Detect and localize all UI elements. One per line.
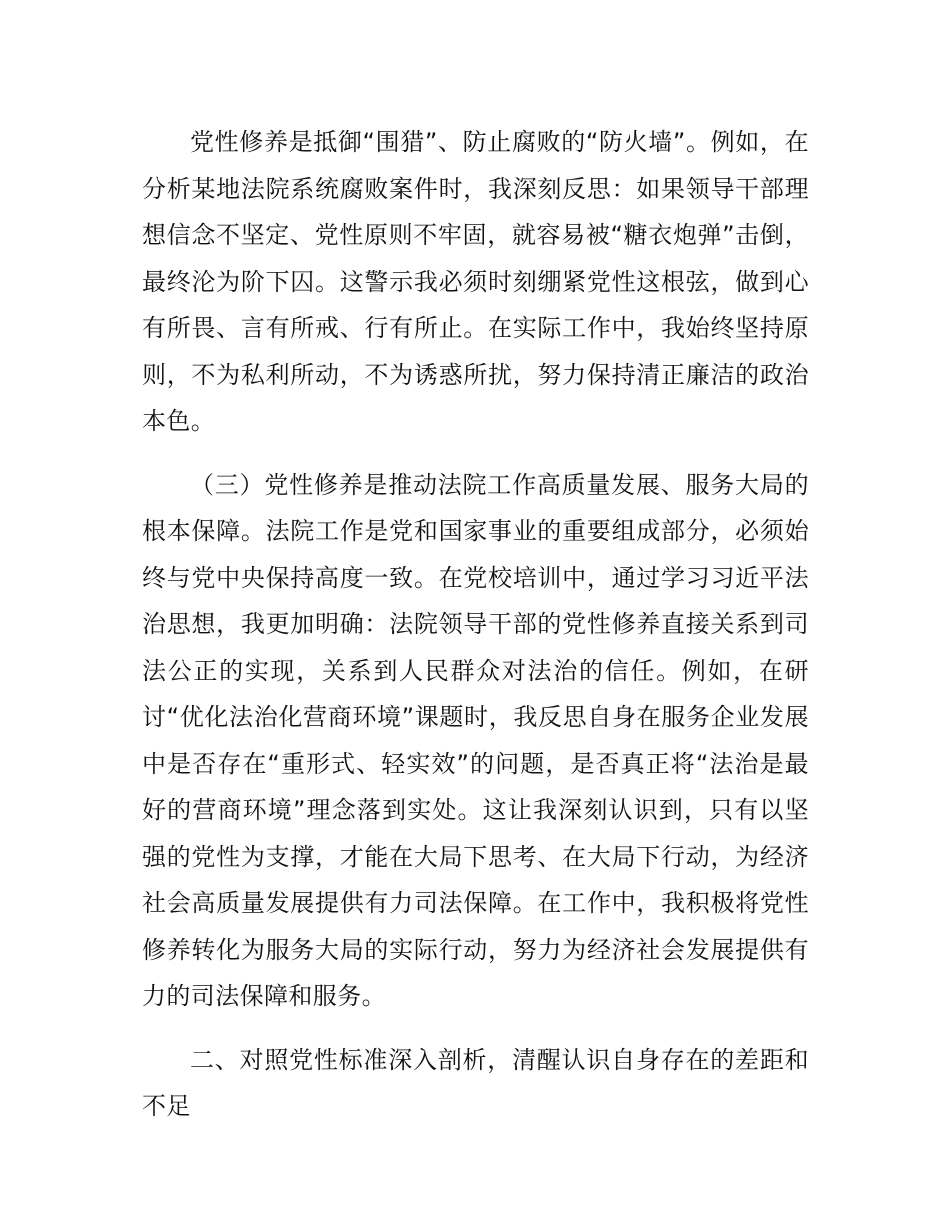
paragraph-section-three-guarantee: （三）党性修养是推动法院工作高质量发展、服务大局的根本保障。法院工作是党和国家事业的重要组成部分，必须始终与党中央保持高度一致。在党校培训中，通过学习习近平法治思想，我更加明确：法院领导干部的党性修养直接关系到司法公正的实现，关系到人民群众对法治的信任。例如，在研讨“优化法治化营商环境”课题时，我反思自身在服务企业发展中是否存在“重形式、轻实效”的问题，是否真正将“法治是最好的营商环境”理念落到实处。这让我深刻认识到，只有以坚强的党性为支撑，才能在大局下思考、在大局下行动，为经济社会高质量发展提供有力司法保障。在工作中，我积极将党性修养转化为服务大局的实际行动，努力为经济社会发展提供有力的司法保障和服务。: [142, 470, 809, 1010]
paragraph-party-spirit-firewall: 党性修养是抵御“围猎”、防止腐败的“防火墙”。例如，在分析某地法院系统腐败案件时，我深刻反思：如果领导干部理想信念不坚定、党性原则不牢固，就容易被“糖衣炮弹”击倒，最终沦为阶下囚。这警示我必须时刻绷紧党性这根弦，做到心有所畏、言有所戒、行有所止。在实际工作中，我始终坚持原则，不为私利所动，不为诱惑所扰，努力保持清正廉洁的政治本色。: [142, 128, 809, 435]
section-heading-two: 二、对照党性标准深入剖析，清醒认识自身存在的差距和不足: [142, 1045, 809, 1120]
document-page: [142, 119, 809, 1147]
